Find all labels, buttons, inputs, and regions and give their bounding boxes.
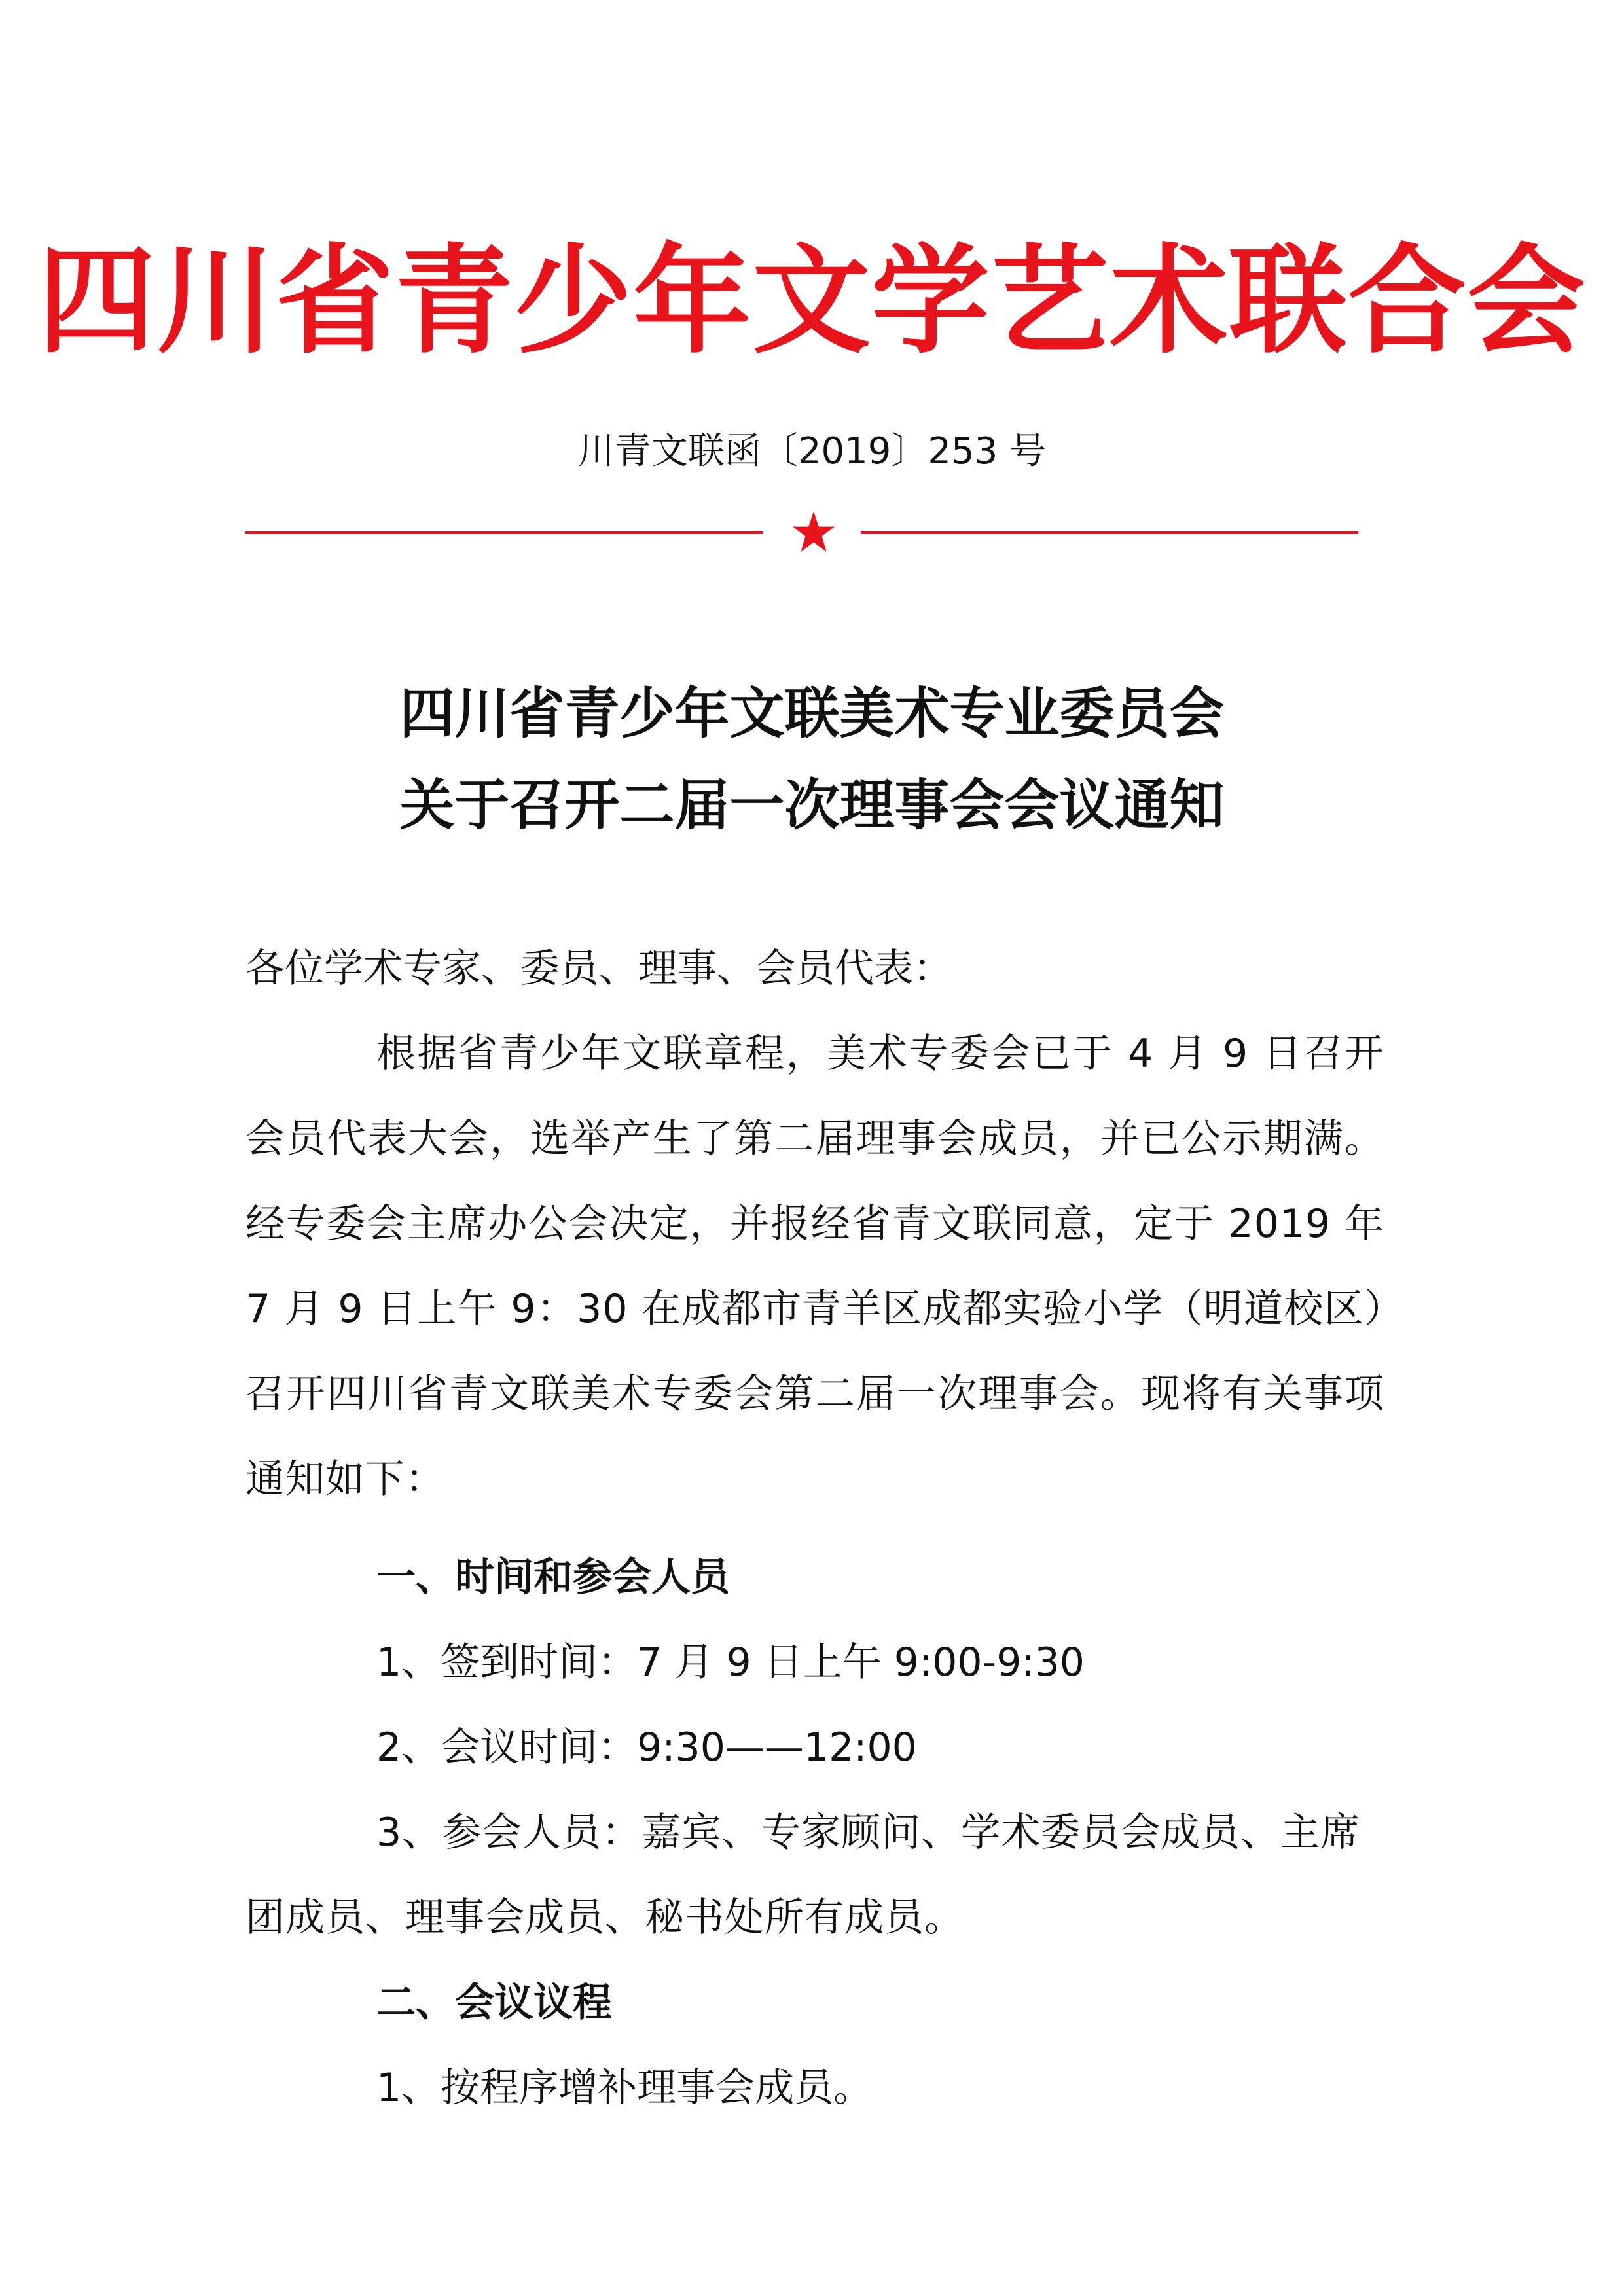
salutation: 各位学术专家、委员、理事、会员代表： [245,946,952,992]
agenda-item-1: 1、按程序增补理事会成员。 [376,2065,873,2111]
organization-title: 四川省青少年文学艺术联合会 [37,232,1587,370]
divider-right [861,531,1358,534]
divider-left [245,531,763,534]
notice-title-line-2: 关于召开二届一次理事会会议通知 [399,772,1225,837]
sign-in-time-item: 1、签到时间：7 月 9 日上午 9:00-9:30 [376,1640,1085,1685]
section-1-heading: 一、时间和参会人员 [376,1554,730,1600]
intro-paragraph: 根据省青少年文联章程，美术专委会已于 4 月 9 日召开会员代表大会，选举产生了第二届理事会成员，并已公示期满。经专委会主席办公会决定，并报经省青文联同意，定于 2019 年 7 月 9 日上午 9：30 在成都市青羊区成都实验小学（明道校区）召开四川省青文联美术专委会第二届一次理事会。现将有关事项通知如下： [245,1031,1384,1502]
attendees-item: 3、参会人员：嘉宾、专家顾问、学术委员会成员、主席团成员、理事会成员、秘书处所有成员。 [245,1810,1361,1941]
star-icon [791,509,837,555]
meeting-time-item: 2、会议时间：9:30——12:00 [376,1725,917,1770]
section-2-heading: 二、会议议程 [376,1980,612,2026]
document-number: 川青文联函〔2019〕253 号 [577,430,1047,473]
notice-title-line-1: 四川省青少年文联美术专业委员会 [399,681,1225,745]
